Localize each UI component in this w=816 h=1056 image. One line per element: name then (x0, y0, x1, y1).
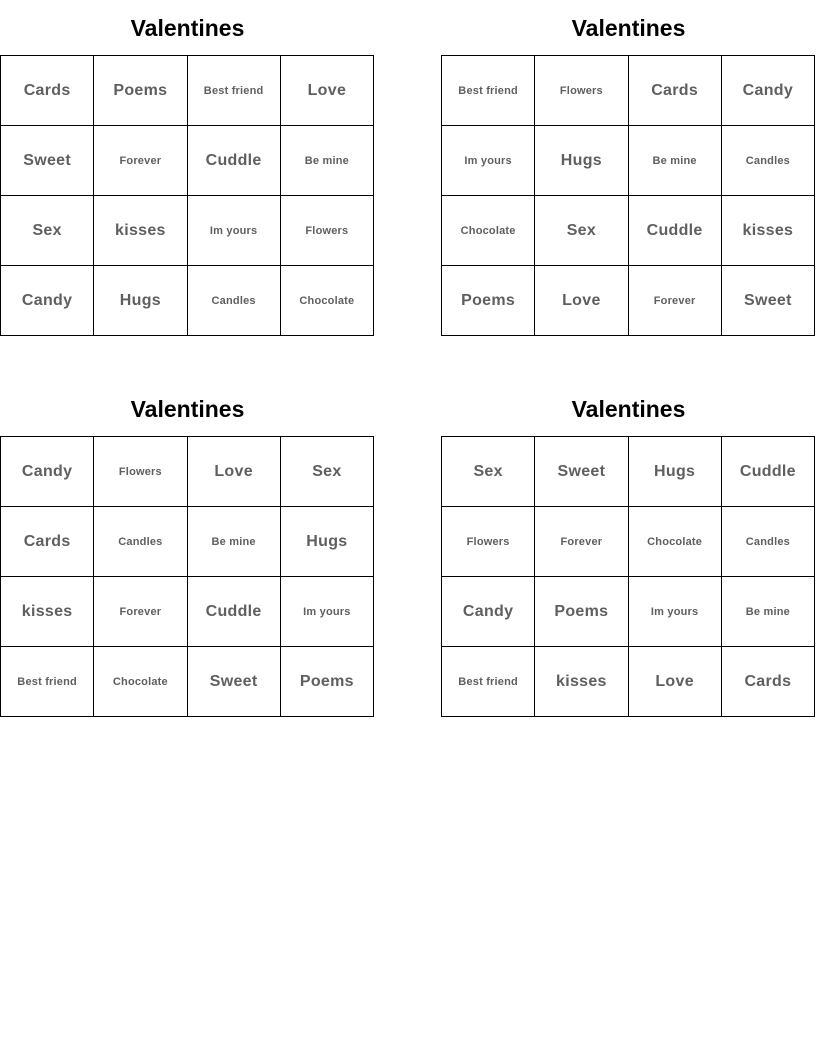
grid-cell: Poems (94, 56, 187, 126)
grid-cell: Poems (280, 647, 373, 717)
grid-cell: Chocolate (442, 196, 535, 266)
grid-cell: Be mine (628, 126, 721, 196)
grid-cell: Be mine (721, 577, 814, 647)
grid-cell: Sex (280, 437, 373, 507)
grid-row (1, 56, 374, 126)
grid-cell: Love (187, 437, 280, 507)
bingo-grid (0, 55, 374, 336)
grid-cell: Be mine (187, 507, 280, 577)
bingo-card-2 (441, 0, 816, 336)
grid-row (442, 56, 815, 126)
grid-cell: Be mine (280, 126, 373, 196)
grid-cell: Sex (442, 437, 535, 507)
grid-row (442, 577, 815, 647)
grid-cell: kisses (535, 647, 628, 717)
card-title: Valentines (571, 15, 686, 41)
grid-cell: Forever (94, 577, 187, 647)
grid-cell: Im yours (187, 196, 280, 266)
grid-row (1, 577, 374, 647)
grid-cell: Love (280, 56, 373, 126)
grid-row (1, 647, 374, 717)
card-title: Valentines (571, 396, 686, 422)
grid-cell: Candles (187, 266, 280, 336)
grid-cell: Best friend (1, 647, 94, 717)
grid-cell: Best friend (442, 56, 535, 126)
grid-cell: Forever (628, 266, 721, 336)
grid-cell: Flowers (94, 437, 187, 507)
grid-cell: Love (628, 647, 721, 717)
grid-cell: Hugs (628, 437, 721, 507)
bingo-card-3 (0, 381, 375, 717)
grid-row (442, 126, 815, 196)
grid-cell: Cuddle (628, 196, 721, 266)
grid-cell: Candles (94, 507, 187, 577)
grid-cell: Sex (535, 196, 628, 266)
bingo-grid (441, 55, 815, 336)
grid-cell: Flowers (442, 507, 535, 577)
grid-row (1, 196, 374, 266)
grid-row (1, 437, 374, 507)
grid-cell: Best friend (187, 56, 280, 126)
grid-cell: Cuddle (721, 437, 814, 507)
grid-cell: Hugs (280, 507, 373, 577)
grid-cell: kisses (721, 196, 814, 266)
grid-cell: Flowers (280, 196, 373, 266)
grid-cell: Candy (721, 56, 814, 126)
grid-cell: Sex (1, 196, 94, 266)
grid-row (442, 196, 815, 266)
grid-cell: Forever (535, 507, 628, 577)
grid-row (1, 507, 374, 577)
grid-cell: Hugs (535, 126, 628, 196)
grid-cell: Sweet (187, 647, 280, 717)
grid-cell: Im yours (280, 577, 373, 647)
grid-cell: Im yours (442, 126, 535, 196)
grid-cell: Sweet (721, 266, 814, 336)
grid-cell: Sweet (535, 437, 628, 507)
grid-cell: Candy (442, 577, 535, 647)
bingo-grid (0, 436, 374, 717)
grid-cell: Poems (442, 266, 535, 336)
grid-cell: Poems (535, 577, 628, 647)
grid-cell: Chocolate (628, 507, 721, 577)
grid-cell: Cuddle (187, 126, 280, 196)
grid-row (442, 266, 815, 336)
grid-cell: Hugs (94, 266, 187, 336)
grid-cell: Chocolate (94, 647, 187, 717)
grid-cell: Sweet (1, 126, 94, 196)
grid-cell: Cards (721, 647, 814, 717)
grid-row (442, 437, 815, 507)
grid-cell: Chocolate (280, 266, 373, 336)
grid-cell: Cuddle (187, 577, 280, 647)
grid-cell: Im yours (628, 577, 721, 647)
grid-row (442, 647, 815, 717)
bingo-card-1 (0, 0, 375, 336)
grid-cell: Candles (721, 507, 814, 577)
bingo-card-4 (441, 381, 816, 717)
grid-cell: Candy (1, 266, 94, 336)
grid-cell: Flowers (535, 56, 628, 126)
grid-cell: Cards (1, 56, 94, 126)
grid-cell: Candles (721, 126, 814, 196)
grid-cell: Candy (1, 437, 94, 507)
grid-cell: kisses (94, 196, 187, 266)
grid-row (442, 507, 815, 577)
bingo-grid (441, 436, 815, 717)
grid-row (1, 126, 374, 196)
grid-cell: Forever (94, 126, 187, 196)
grid-cell: kisses (1, 577, 94, 647)
card-title: Valentines (130, 396, 245, 422)
grid-cell: Love (535, 266, 628, 336)
grid-row (1, 266, 374, 336)
grid-cell: Best friend (442, 647, 535, 717)
grid-cell: Cards (1, 507, 94, 577)
grid-cell: Cards (628, 56, 721, 126)
card-title: Valentines (130, 15, 245, 41)
